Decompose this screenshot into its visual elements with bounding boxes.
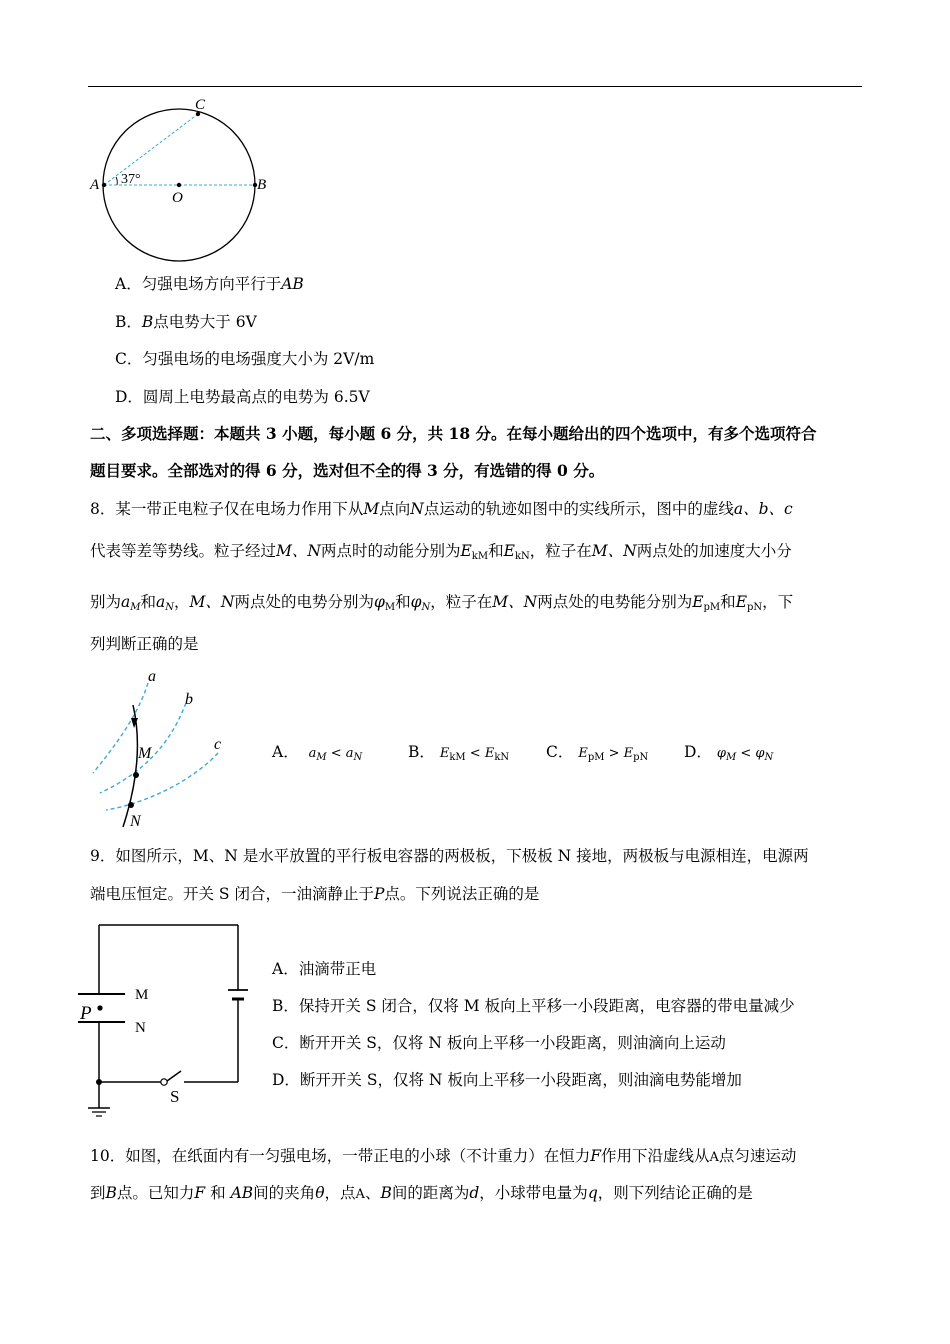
q8-line1: 8．某一带正电粒子仅在电场力作用下从M点向N点运动的轨迹如图中的实线所示，图中的虚线a、b、c [90,500,793,518]
q9-option-d: D．断开开关 S，仅将 N 板向上平移一小段距离，则油滴电势能增加 [272,1071,742,1089]
trajectory-figure [88,665,238,830]
circle-figure [80,92,280,267]
q8-line4: 列判断正确的是 [90,635,199,653]
switch-lever [167,1071,181,1081]
q7-option-d: D．圆周上电势最高点的电势为 6.5V [115,388,370,406]
point-n [128,802,134,808]
section2-line1: 二、多项选择题：本题共 3 小题，每小题 6 分，共 18 分。在每小题给出的四个选项中，有多个选项符合 [90,424,817,443]
label-n: N [130,813,141,830]
q8-option-b: B． $E_{kM} < E_{kN}$ [408,743,510,763]
section2-line2: 题目要求。全部选对的得 6 分，选对但不全的得 3 分，有选错的得 0 分。 [90,461,605,480]
circuit-figure [78,918,253,1118]
q7-option-c: C．匀强电场的电场强度大小为 2V/m [115,350,375,368]
label-m: M [138,745,152,762]
q9-line1: 9．如图所示，M、N 是水平放置的平行板电容器的两极板，下极板 N 接地，两极板与电源相连，电源两 [90,847,809,865]
q8-option-a: A． $a_M < a_N$ [272,743,363,763]
label-n: N [135,1020,146,1036]
point-o [177,183,181,187]
q9-option-b: B．保持开关 S 闭合，仅将 M 板向上平移一小段距离，电容器的带电量减少 [272,997,795,1015]
q10-line2: 到B点。已知力F 和 AB间的夹角θ，点A、B间的距离为d，小球带电量为q，则下列结论正确的是 [90,1184,753,1202]
q9-line2: 端电压恒定。开关 S 闭合，一油滴静止于P点。下列说法正确的是 [90,885,540,903]
equipotential-c [106,753,218,810]
q7-option-a: A．匀强电场方向平行于AB [115,275,304,293]
point-a [102,183,106,187]
q8-option-d: D． $\varphi_M < \varphi_N$ [684,743,774,763]
label-b: b [185,691,193,708]
label-s: S [170,1087,180,1106]
label-p: P [80,1003,92,1024]
label-b: B [257,177,267,193]
label-a: A [90,177,100,193]
q10-line1: 10．如图，在纸面内有一匀强电场，一带正电的小球（不计重力）在恒力F作用下沿虚线从A点匀速运动 [90,1147,797,1165]
q9-option-c: C．断开开关 S，仅将 N 板向上平移一小段距离，则油滴向上运动 [272,1034,726,1052]
label-angle: 37° [121,172,141,187]
q7-option-b: B．B点电势大于 6V [115,313,257,331]
q8-option-c: C． $E_{pM} > E_{pN}$ [546,743,649,763]
q8-line3: 别为$a_M$和$a_N$，M、N两点处的电势分别为$\varphi_M$和$\varphi_N$，粒子在M、N两点处的电势能分别为$E_{pM}$和$E_{pN}$，下 [90,593,794,613]
label-a: a [148,668,156,685]
q9-option-a: A．油滴带正电 [272,960,377,978]
label-m: M [135,987,149,1003]
header-rule [88,86,862,87]
angle-arc [116,177,117,185]
switch-pivot [161,1079,167,1085]
q8-line2: 代表等差等势线。粒子经过M、N两点时的动能分别为$E_{kM}$和$E_{kN}$，粒子在M、N两点处的加速度大小分 [90,542,792,562]
chord-ac [104,114,198,185]
label-o: O [172,190,183,206]
point-m [133,772,139,778]
label-c: c [214,736,222,753]
label-c: C [195,97,206,113]
oil-drop [97,1005,102,1010]
